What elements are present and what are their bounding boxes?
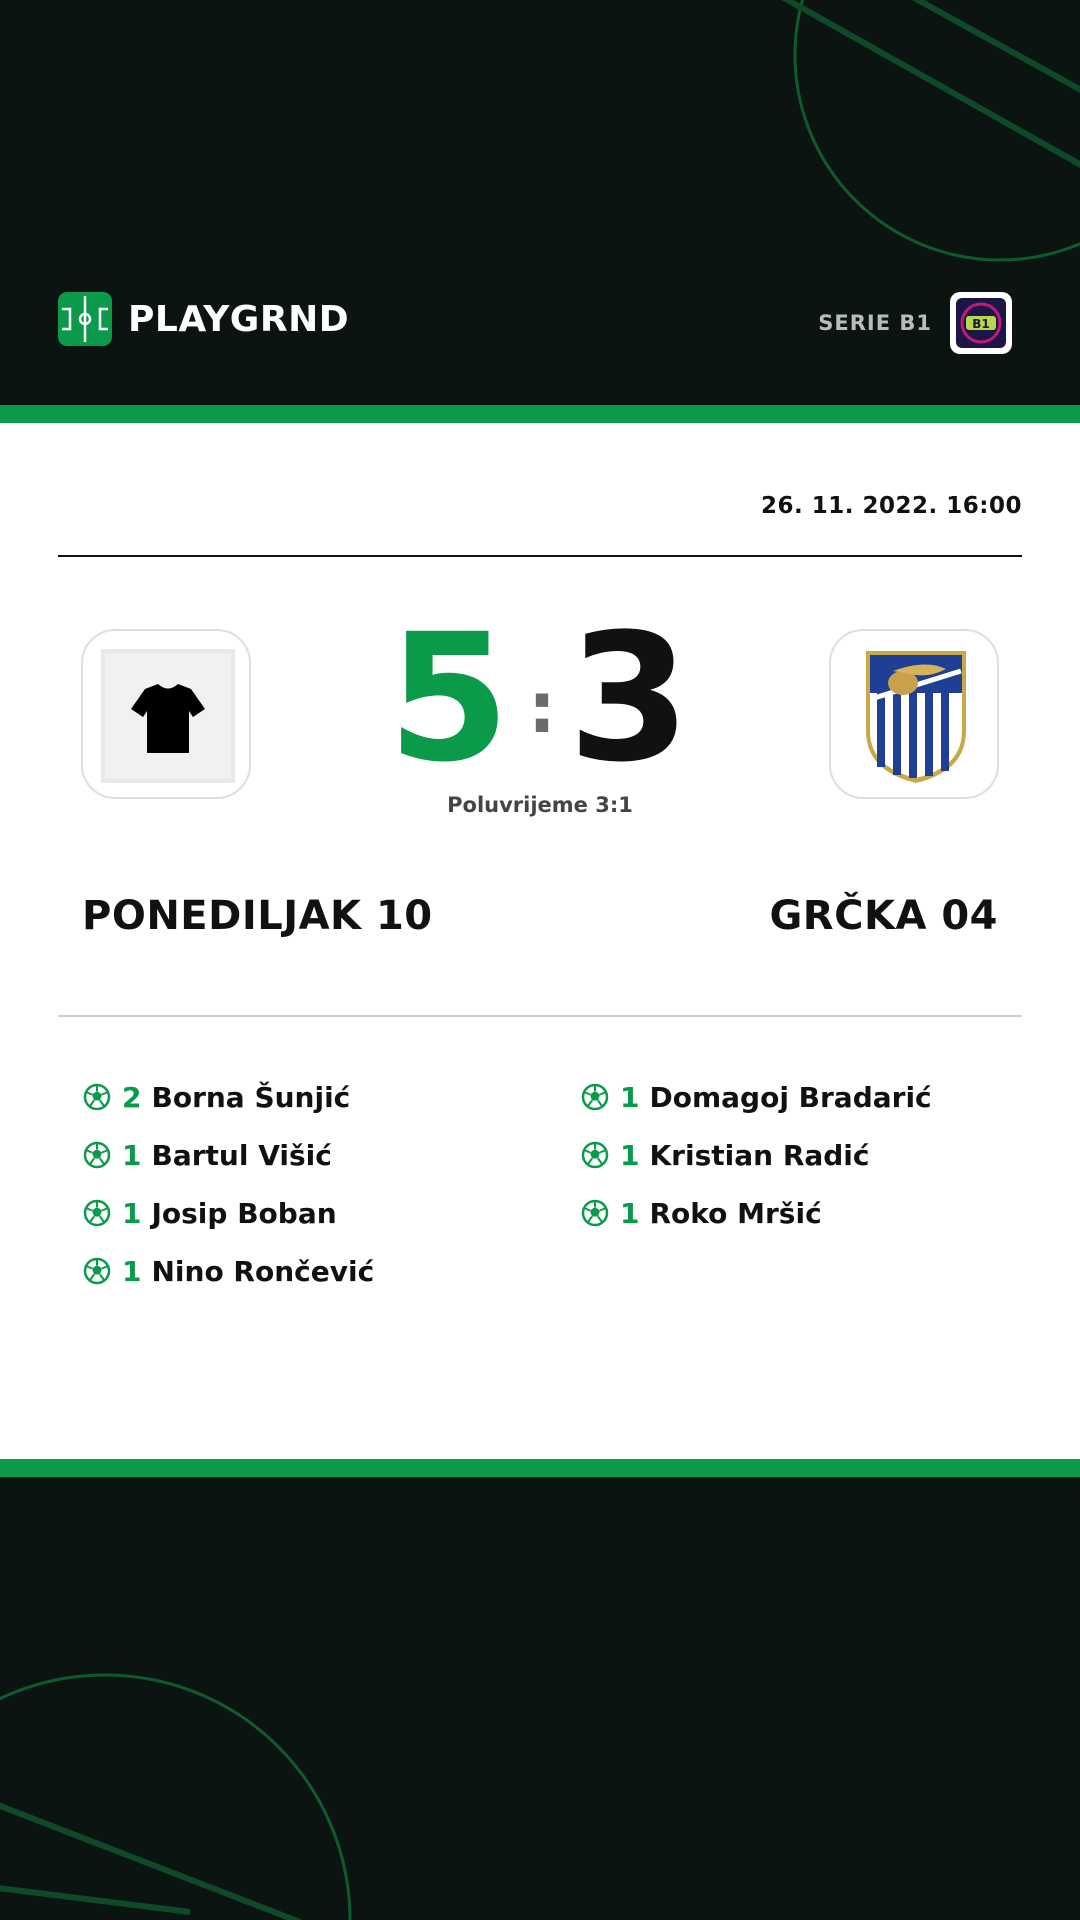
league-badge-text: B1: [972, 317, 990, 331]
scoreboard: [340, 596, 740, 801]
scorer-row: [82, 1068, 374, 1126]
footer-area: [0, 1477, 1080, 1920]
brand-name: PLAYGRND: [128, 298, 350, 340]
player-name: Josip Boban: [151, 1196, 337, 1230]
player-name: Roko Mršić: [649, 1196, 822, 1230]
football-icon: [580, 1198, 610, 1228]
football-icon: [82, 1256, 112, 1286]
pitch-icon: [58, 292, 112, 346]
brand: [58, 292, 349, 346]
league-badge: [950, 292, 1012, 354]
football-icon: [82, 1082, 112, 1112]
player-name: Nino Rončević: [151, 1254, 375, 1288]
match-datetime: 26. 11. 2022. 16:00: [761, 493, 1022, 519]
goal-count: 1: [620, 1196, 640, 1230]
player-name: Bartul Višić: [151, 1138, 332, 1172]
away-team-name: GRČKA 04: [769, 893, 998, 939]
football-icon: [580, 1082, 610, 1112]
divider: [58, 1015, 1022, 1017]
home-score: 5: [387, 596, 510, 801]
scorer-row: [580, 1068, 932, 1126]
jersey-icon: [83, 631, 251, 799]
home-team-crest: [81, 629, 251, 799]
accent-stripe-bottom: [0, 1459, 1080, 1477]
home-team-name: PONEDILJAK 10: [82, 893, 433, 939]
shield-crest-icon: [831, 631, 999, 799]
score-separator: :: [528, 667, 556, 749]
football-icon: [82, 1198, 112, 1228]
goal-count: 2: [122, 1080, 142, 1114]
halftime-score: Poluvrijeme 3:1: [447, 793, 633, 817]
goal-count: 1: [122, 1196, 142, 1230]
football-icon: [580, 1140, 610, 1170]
scorer-row: [82, 1126, 374, 1184]
player-name: Kristian Radić: [649, 1138, 870, 1172]
away-score: 3: [568, 596, 691, 801]
goal-count: 1: [620, 1080, 640, 1114]
player-name: Domagoj Bradarić: [649, 1080, 932, 1114]
scorer-row: [580, 1184, 932, 1242]
divider: [58, 555, 1022, 557]
home-scorers-list: [82, 1068, 374, 1300]
match-card: [0, 423, 1080, 1459]
away-scorers-list: [580, 1068, 932, 1242]
goal-count: 1: [122, 1138, 142, 1172]
league-info: [818, 292, 1012, 354]
scorer-row: [82, 1242, 374, 1300]
away-team-crest: [829, 629, 999, 799]
pitch-lines-decoration: [0, 1477, 1080, 1920]
accent-stripe-top: [0, 405, 1080, 423]
player-name: Borna Šunjić: [151, 1080, 351, 1114]
goal-count: 1: [620, 1138, 640, 1172]
scorer-row: [82, 1184, 374, 1242]
football-icon: [82, 1140, 112, 1170]
header-area: [0, 0, 1080, 405]
scorer-row: [580, 1126, 932, 1184]
league-name: SERIE B1: [818, 311, 932, 335]
goal-count: 1: [122, 1254, 142, 1288]
